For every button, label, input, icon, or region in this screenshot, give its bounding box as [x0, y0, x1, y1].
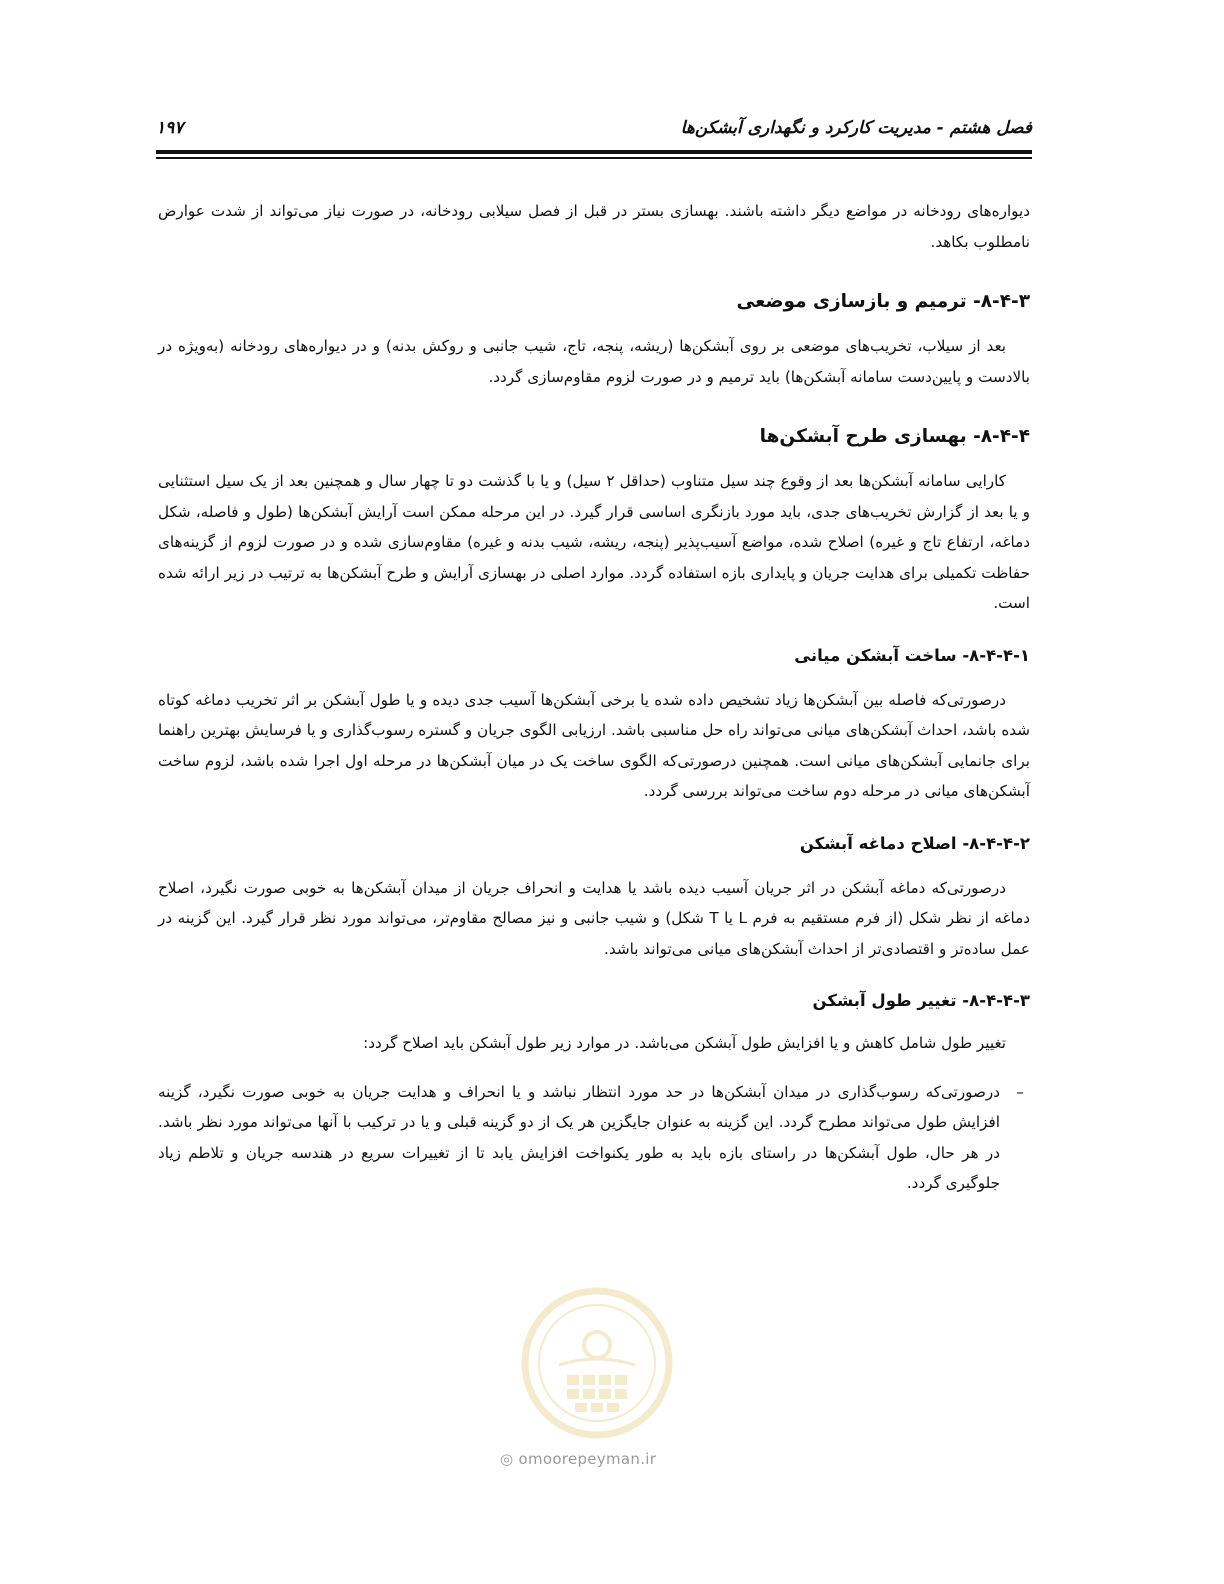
subsection-heading-8-4-4-3: ۸-۴-۴-۳- تغییر طول آبشکن — [812, 991, 1030, 1010]
list-item-text: درصورتی‌که رسوب‌گذاری در میدان آبشکن‌ها در حد مورد انتظار نباشد و یا انحراف و هدایت جریان به خوبی صورت نگیرد، گزینه افزایش طول می‌تواند مطرح گردد. این گزینه به عنوان جایگزین هر یک از دو گزینه قبلی و یا در ترکیب با آنها می‌تواند مورد نظر باشد. در هر حال، طول آبشکن‌ها در راستای بازه باید به طور یکنواخت افزایش یابد تا از تغییرات سریع در هندسه جریان و تلاطم زیاد جلوگیری گردد. — [158, 1082, 1000, 1192]
section-heading-8-4-3: ۸-۴-۳- ترمیم و بازسازی موضعی — [736, 291, 1030, 312]
section-heading-8-4-4: ۸-۴-۴- بهسازی طرح آبشکن‌ها — [759, 426, 1030, 447]
watermark-url — [500, 1450, 710, 1468]
section-paragraph-8-4-3: بعد از سیلاب، تخریب‌های موضعی بر روی آبشکن‌ها (ریشه، پنجه، تاج، شیب جانبی و روکش بدنه) و در دیواره‌های رودخانه (به‌ویژه در بالادست و پایین‌دست سامانه آبشکن‌ها) باید ترمیم و در صورت لزوم مقاوم‌سازی گردد. — [158, 337, 1030, 386]
subsection-heading-8-4-4-2: ۸-۴-۴-۲- اصلاح دماغه آبشکن — [799, 833, 1030, 853]
subsection-intro-8-4-4-3: تغییر طول شامل کاهش و یا افزایش طول آبشکن می‌باشد. در موارد زیر طول آبشکن باید اصلاح گردد: — [363, 1034, 1006, 1052]
bullet-dash: – — [1016, 1082, 1024, 1101]
list-item — [158, 1077, 1030, 1199]
header-rule-thick — [156, 150, 1032, 154]
page-number: ۱۹۷ — [156, 118, 184, 138]
chapter-title: فصل هشتم - مدیریت کارکرد و نگهداری آبشکن‌ها — [680, 118, 1032, 138]
header-rule-thin — [156, 157, 1032, 159]
globe-icon: ◎ — [500, 1450, 514, 1468]
seal-logo-icon — [497, 1283, 697, 1443]
subsection-heading-8-4-4-1: ۸-۴-۴-۱- ساخت آبشکن میانی — [794, 645, 1030, 665]
continued-paragraph: دیواره‌های رودخانه در مواضع دیگر داشته باشند. بهسازی بستر در قبل از فصل سیلابی رودخانه، در صورت نیاز می‌تواند از شدت عوارض نامطلوب بکاهد. — [158, 202, 1030, 251]
running-header — [156, 118, 1032, 146]
section-paragraph-8-4-4: کارایی سامانه آبشکن‌ها بعد از وقوع چند سیل متناوب (حداقل ۲ سیل) و یا با گذشت دو تا چهار سال و همچنین بعد از یک سیل استثنایی و یا بعد از گزارش تخریب‌های جدی، باید مورد بازنگری اساسی قرار گیرد. در این مرحله ممکن است آرایش آبشکن‌ها (طول و فاصله، شکل دماغه، ارتفاع تاج و غیره) اصلاح شده، مواضع آسیب‌پذیر (پنجه، ریشه، شیب بدنه و غیره) مقاوم‌سازی شده و در صورت لزوم از گزینه‌های حفاظت تکمیلی برای هدایت جریان و پایداری بازه استفاده گردد. موارد اصلی در بهسازی آرایش و طرح آبشکن‌ها به ترتیب در زیر ارائه شده است. — [158, 472, 1030, 612]
page-body — [158, 196, 1030, 1199]
subsection-paragraph-8-4-4-1: درصورتی‌که فاصله بین آبشکن‌ها زیاد تشخیص داده شده یا برخی آبشکن‌ها آسیب جدی دیده و یا طول آبشکن بر اثر تخریب دماغه کوتاه شده باشد، احداث آبشکن‌های میانی می‌تواند راه حل مناسبی باشد. ارزیابی الگوی جریان و گستره رسوب‌گذاری و یا فرسایش بهترین راهنما برای جانمایی آبشکن‌های میانی است. همچنین درصورتی‌که الگوی ساخت یک در میان آبشکن‌ها در مرحله اول اجرا شده باشد، لزوم ساخت آبشکن‌های میانی در مرحله دوم ساخت می‌تواند بررسی گردد. — [158, 690, 1030, 800]
watermark-url-text: omoorepeyman.ir — [518, 1450, 657, 1468]
subsection-paragraph-8-4-4-2: درصورتی‌که دماغه آبشکن در اثر جریان آسیب دیده باشد یا هدایت و انحراف جریان از میدان آبشکن‌ها به خوبی صورت نگیرد، اصلاح دماغه از نظر شکل (از فرم مستقیم به فرم L یا T شکل) و شیب جانبی و نیز مصالح مقاوم‌تر، می‌تواند مورد نظر قرار گیرد. این گزینه در عمل ساده‌تر و اقتصادی‌تر از احداث آبشکن‌های میانی می‌تواند باشد. — [158, 878, 1030, 958]
